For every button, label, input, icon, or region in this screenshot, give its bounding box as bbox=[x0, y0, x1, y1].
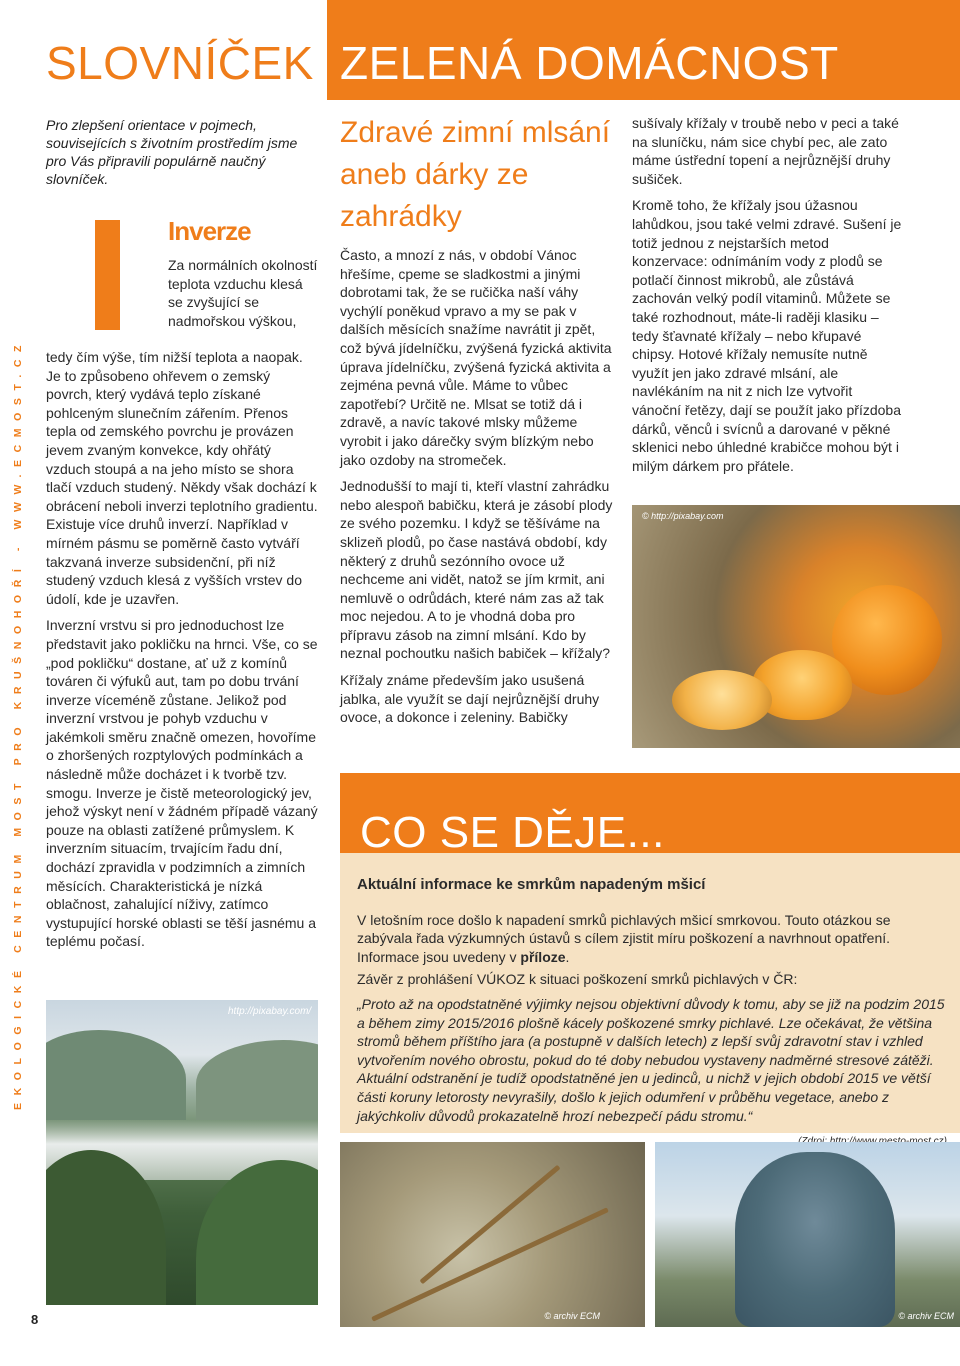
news-paragraph-2: Závěr z prohlášení VÚKOZ k situaci poškození smrků pichlavých v ČR: bbox=[357, 971, 798, 988]
article-middle-column bbox=[340, 246, 615, 735]
page-number: 8 bbox=[31, 1312, 39, 1327]
article-paragraph-5: Kromě toho, že křížaly jsou úžasnou lahůdkou, jsou také velmi zdravé. Sušení je totiž jednou z nejstarších metod konzervace: odnímáním vody z plodů se potlačí činnost mikrobů, ale zůstává zachován velký podíl vitaminů. Můžete se také rozhodnout, máte-li raději klasiku – tedy šťavnaté křížaly – nebo křupavé chipsy. Hotové křížaly nemusíte nutně využít jen jako zdravé mlsání, ale navlékáním na nit z nich lze vytvořit vánoční řetězy, dají se použít jako přízdoba dárků, věnců i svícnů a darované v pěkné sklenici nebo úhledné krabičce mohou být i milým dárkem pro přátele. bbox=[632, 197, 902, 474]
inverze-top-text: Za normálních okolností teplota vzduchu klesá se zvyšující se nadmořskou výškou, bbox=[168, 257, 318, 329]
photo-inversion-valley bbox=[46, 1000, 318, 1305]
inverze-paragraph-2: Inverzní vrstvu si pro jednoduchost lze představit jako pokličku na hrnci. Vše, co se „pod pokličku“ dostane, ať už z komínů továren či výfuků aut, tam po dobu trvání inverze víceméně zůstane. Jelikož pod inverzní vrstvou je pohyb vzduchu v jakémkoli směru značně omezen, hovoříme o zhoršených rozptylových podmínkách a následně může docházet i k tvorbě tzv. smogu. Inverze je čistě meteorologický jev, jehož výskyt není v žádném případě vázaný pouze na oblasti zatížené průmyslem. K inverzním situacím, trvajícím řadu dní, dochází zpravidla v podzimních a zimních měsících. Charakteristická je nízká oblačnost, zahalující níživy, zatímco vystupující horské oblasti se těší jasnému a teplému počasí. bbox=[46, 617, 318, 950]
photo-spruce-tree bbox=[655, 1142, 960, 1327]
article-title: Zdravé zimní mlsání aneb dárky ze zahrádky bbox=[340, 116, 611, 233]
inverze-body bbox=[46, 348, 318, 951]
photo-oranges bbox=[632, 505, 960, 748]
news-section-title: CO SE DĚJE... bbox=[360, 808, 665, 857]
attachment-link[interactable]: příloze bbox=[520, 948, 566, 965]
photo-credit-spruce-tree: © archiv ECM bbox=[898, 1311, 954, 1321]
side-strip bbox=[0, 0, 24, 1366]
inverze-paragraph-1: tedy čím výše, tím nižší teplota a naopak. Je to způsobeno ohřevem o zemský povrch, který vydává teplo získané pohlceným slunečním zářením. Přenos tepla od zemského povrchu je provázen jevem zvaným konvekce, kdy ohřátý vzduch stoupá a na jeho místo se shora tlačí vzduch studený. Někdy však dochází k obrácení neboli inverzi teplotního gradientu. Existuje více druhů inverzí. Například v mírném pásmu se poměrně často vytváří takzvaná inverze subsidenční, při níž studený vzduch klesá z vyšších vrstev do údolí, kde je uzavřen. bbox=[46, 349, 318, 607]
news-title: Aktuální informace ke smrkům napadeným mšicí bbox=[357, 876, 706, 893]
photo-credit-pixabay: http://pixabay.com/ bbox=[228, 1006, 312, 1017]
news-quote: „Proto až na opodstatněné výjimky nejsou objektivní důvody k tomu, aby se již na podzim 2015 a během zimy 2015/2016 plošně kácely poškozené smrky pichlavé. Lze očekávat, že většina stromů během příštího jara (a postupně v dalších letech) z lepší svůj zdravotní stav i vzhled vytvořením nového obrostu, pokud do té doby nebudou vystaveny nadměrné stresové zátěži. Aktuální odstranění je tudíž opodstatněné jen u jedinců, u nichž v jejich období 2015 ve větší části koruny letorosty nevyrašily, došlo k jejich odumření v průběhu vegetace, anebo z jakýchkoliv důvodů prokazatelně hrozí nebezpečí pádu stromu.“ bbox=[357, 995, 945, 1124]
slovnicek-intro: Pro zlepšení orientace v pojmech, souvisejících s životním prostředím jsme pro Vás připravili populárně naučný slovníček. bbox=[46, 117, 298, 187]
news-content bbox=[357, 876, 947, 1156]
article-paragraph-1: Často, a mnozí z nás, v období Vánoc hřešíme, cpeme se sladkostmi a jinými dobrotami tak, že se ručička naší váhy vychýlí poněkud vpravo a my se pak v dalších měsících snažíme navrátit ji zpět, což bývá jídelníčku, zvýšená fyzická aktivita úprava jídelníčku, zvýšená fyzická aktivita a zejména pevná vůle. Máme to vůbec zapotřebí? Určitě ne. Mlsat se totiž dá i zdravě, a navíc takové mlsky můžeme vyrobit i jako dárečky svým blízkým nebo jako ozdoby na stromeček. bbox=[340, 247, 612, 468]
news-paragraph-1: V letošním roce došlo k napadení smrků pichlavých mšicí smrkovou. Touto otázkou se zabývala řada výzkumných ústavů s cílem zjistit míru poškození a navrhnout opatření. Informace jsou uvedeny v příloze. bbox=[357, 911, 891, 965]
photo-credit-spruce-branch: © archiv ECM bbox=[544, 1311, 600, 1321]
side-vertical-text: EKOLOGICKÉ CENTRUM MOST PRO KRUŠNOHOŘÍ - WWW.ECMOST.CZ bbox=[12, 337, 24, 1110]
article-right-column bbox=[632, 114, 904, 483]
section-title-zelena-domacnost: ZELENÁ DOMÁCNOST bbox=[340, 37, 839, 89]
article-paragraph-4: sušívaly křížaly v troubě nebo v peci a také na sluníčku, nám sice chybí pec, ale zato máme ústřední topení a nejrůznější druhy sušiček. bbox=[632, 115, 899, 187]
article-paragraph-3: Křížaly známe především jako usušená jablka, ale využít se dají nejrůznější druhy ovoce, a dokonce i zeleniny. Babičky bbox=[340, 672, 600, 726]
photo-credit-oranges: © http://pixabay.com bbox=[642, 511, 724, 521]
term-heading: Inverze bbox=[168, 216, 251, 246]
article-paragraph-2: Jednodušší to mají ti, kteří vlastní zahrádku nebo alespoň babičku, která je zásobí plody ze svého pozemku. I když se těšíváme na sklizeň plodů, po čase nastává období, kdy některý z druhů sezónního ovoce už nechceme ani vidět, natož se jím krmit, ani nemluvě o odrůdách, které nám zas až tak moc nejedou. A to je vhodná doba pro přípravu zásob na zimní mlsání. Kdo by neznal pochoutku našich babiček – křížaly? bbox=[340, 478, 613, 662]
section-title-slovnicek: SLOVNÍČEK bbox=[46, 37, 314, 89]
initial-letter-i bbox=[95, 220, 120, 330]
photo-damaged-spruce-branch bbox=[340, 1142, 645, 1327]
